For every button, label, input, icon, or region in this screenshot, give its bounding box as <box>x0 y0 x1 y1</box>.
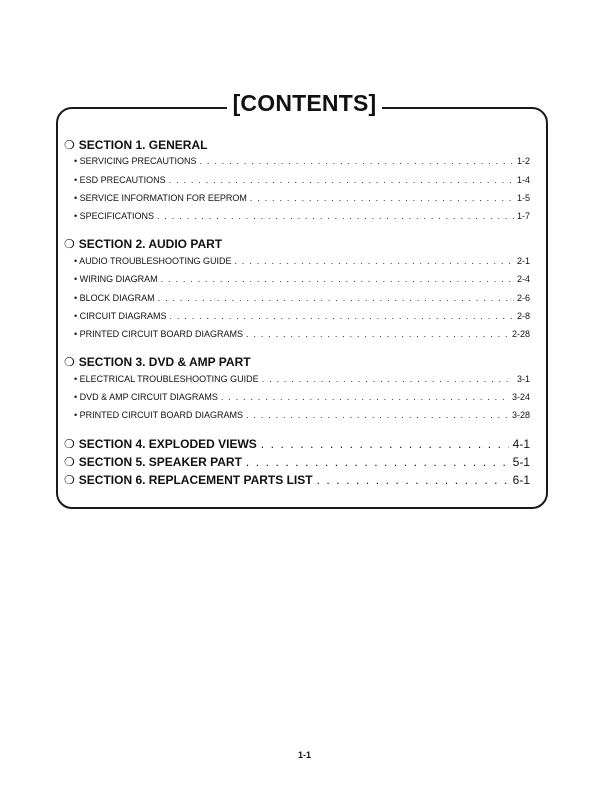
circle-bullet-icon: ❍ <box>64 355 75 369</box>
toc-entry[interactable]: • SERVICE INFORMATION FOR EEPROM . . . 1-5 <box>74 193 530 204</box>
toc-entry[interactable]: • SPECIFICATIONS . . . 1-7 <box>74 211 530 222</box>
section-heading: ❍ SECTION 1. GENERAL <box>64 138 208 152</box>
toc-entry[interactable]: • CIRCUIT DIAGRAMS . . . 2-8 <box>74 311 530 322</box>
toc-entry[interactable]: • BLOCK DIAGRAM . . . 2-6 <box>74 293 530 304</box>
toc-entry[interactable]: • PRINTED CIRCUIT BOARD DIAGRAMS . . . 3-28 <box>74 410 530 421</box>
circle-bullet-icon: ❍ <box>64 138 75 152</box>
toc-entry[interactable]: • DVD & AMP CIRCUIT DIAGRAMS . . . 3-24 <box>74 392 530 403</box>
circle-bullet-icon: ❍ <box>64 455 75 469</box>
page-number: 1-1 <box>297 750 311 760</box>
toc-entry[interactable]: • AUDIO TROUBLESHOOTING GUIDE . . . 2-1 <box>74 256 530 267</box>
circle-bullet-icon: ❍ <box>64 437 75 451</box>
toc-entry[interactable]: • WIRING DIAGRAM . . . 2-4 <box>74 274 530 285</box>
toc-major-entry[interactable]: ❍ SECTION 5. SPEAKER PART . . . 5-1 <box>64 455 530 469</box>
toc-entry[interactable]: • ESD PRECAUTIONS . . . 1-4 <box>74 175 530 186</box>
toc-major-entry[interactable]: ❍ SECTION 4. EXPLODED VIEWS . . . 4-1 <box>64 437 530 451</box>
toc-entry[interactable]: • PRINTED CIRCUIT BOARD DIAGRAMS . . . 2-28 <box>74 329 530 340</box>
section-heading: ❍ SECTION 3. DVD & AMP PART <box>64 355 251 369</box>
circle-bullet-icon: ❍ <box>64 237 75 251</box>
section-heading: ❍ SECTION 2. AUDIO PART <box>64 237 223 251</box>
toc-entry[interactable]: • ELECTRICAL TROUBLESHOOTING GUIDE . . . 3-1 <box>74 374 530 385</box>
toc-major-entry[interactable]: ❍ SECTION 6. REPLACEMENT PARTS LIST . . . 6-1 <box>64 473 530 487</box>
page-title: [CONTENTS] <box>0 88 609 118</box>
circle-bullet-icon: ❍ <box>64 473 75 487</box>
toc-entry[interactable]: • SERVICING PRECAUTIONS . . . 1-2 <box>74 156 530 167</box>
